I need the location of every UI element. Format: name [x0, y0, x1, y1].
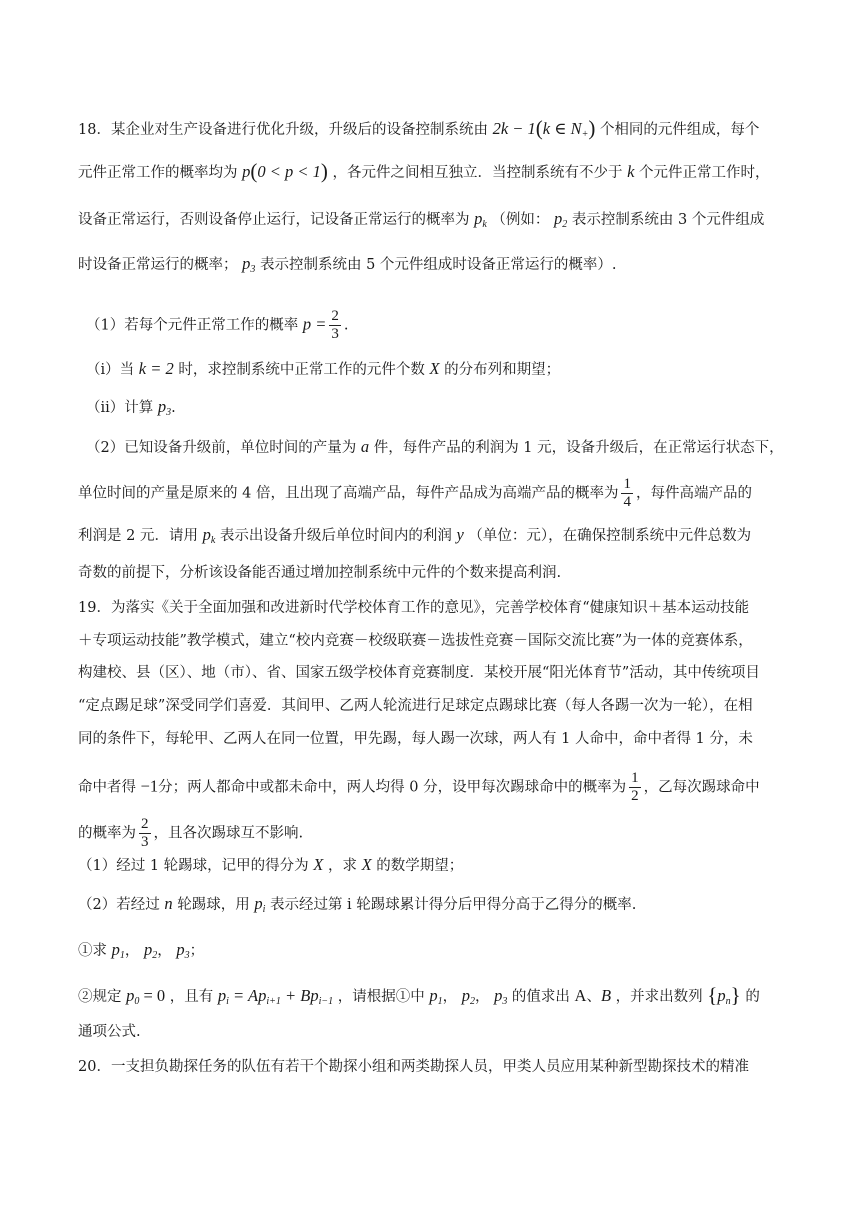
var-p1: [112, 940, 125, 959]
q18-text: 的分布列和期望；: [444, 362, 561, 378]
q18-text: 18．某企业对生产设备进行优化升级，升级后的设备控制系统由: [78, 122, 488, 138]
frac-2-3: [139, 816, 151, 851]
q18-text: .: [171, 400, 176, 416]
q19-part1: [78, 855, 463, 876]
q19-text: “定点踢足球”深受同学们喜爱．其间甲、乙两人轮流进行足球定点踢球比赛（每人各踢一次为一轮），在相: [78, 698, 753, 714]
sub: 2: [152, 950, 158, 961]
q18-text: 个相同的元件组成，每个: [599, 122, 760, 138]
q19-text: ，并求出数列: [615, 989, 703, 1005]
q18-text: ，每件高端产品的: [635, 485, 752, 502]
formula-2k-1: 2k − 1(k ∈ $N_+$): [492, 116, 596, 140]
q19-line-6: [78, 770, 760, 805]
num: 2: [331, 308, 339, 324]
var-p3: [494, 986, 507, 1005]
var-pk: [203, 525, 216, 544]
var-p1: [429, 986, 442, 1005]
sub: 3: [250, 264, 256, 275]
q18-line-3: [78, 209, 764, 235]
sub: i+1: [266, 996, 281, 1007]
q19-text: 表示经过第 i 轮踢球累计得分后甲得分高于乙得分的概率.: [269, 897, 637, 913]
q18-text: 个元件正常工作时，: [639, 165, 770, 181]
p: p: [254, 894, 263, 913]
q19-line-4: [78, 696, 753, 716]
sub: 1: [437, 996, 443, 1007]
var-p3: [176, 940, 189, 959]
q19-text: 19．为落实《关于全面加强和改进新时代学校体育工作的意见》，完善学校体育“健康知识＋基本运动技能: [78, 600, 750, 616]
q18-text: 表示出设备升级后单位时间内的利润: [219, 528, 452, 544]
q19-text: 轮踢球，用: [177, 897, 250, 913]
q19-text: 的概率为: [78, 825, 136, 842]
sub: 3: [166, 407, 172, 418]
sub: i: [226, 996, 229, 1007]
q18-text: （例如：: [491, 212, 550, 228]
q20-line-1: [78, 1057, 749, 1077]
q18-part1-i: [86, 359, 560, 380]
p: p: [157, 397, 167, 416]
q19-line-7: [78, 816, 303, 851]
frac-1-2: [629, 770, 641, 805]
q18-line-1: [78, 118, 759, 145]
comma: ，: [442, 989, 458, 1005]
den: 2: [631, 788, 639, 804]
minus-one: −1: [140, 776, 159, 796]
sub: n: [725, 996, 731, 1007]
q18-part2-l1: [86, 437, 784, 458]
p: p: [717, 986, 726, 1005]
sub: i: [262, 904, 266, 915]
num: 1: [631, 770, 639, 786]
q19-text: 命中者得: [78, 779, 136, 796]
q18-text: 表示控制系统由 5 个元件组成时设备正常运行的概率）.: [259, 257, 617, 273]
q18-part1: [86, 308, 348, 343]
seq-pn: $\{p_n\}$: [707, 983, 741, 1007]
q18-text: 单位时间的产量是原来的 4 倍，且出现了高端产品，每件产品成为高端产品的概率为: [78, 485, 619, 502]
q19-text: ①求: [78, 943, 107, 959]
p: p: [126, 986, 135, 1005]
q20-text: 20．一支担负勘探任务的队伍有若干个勘探小组和两类勘探人员，甲类人员应用某种新型勘探技术的精准: [78, 1059, 749, 1075]
q19-text: ，求: [327, 858, 357, 874]
p: p: [474, 209, 483, 228]
p: p: [429, 986, 438, 1005]
q18-text: 奇数的前提下，分析该设备能否通过增加控制系统中元件的个数来提高利润.: [78, 565, 562, 581]
p: p: [461, 986, 470, 1005]
var-a: a: [360, 437, 370, 456]
q19-text: ，乙每次踢球命中: [643, 779, 760, 796]
q18-part1-ii: [86, 397, 176, 423]
den: 4: [623, 494, 631, 510]
q19-text: 的值求出: [511, 989, 570, 1005]
q19-text: 通项公式.: [78, 1024, 141, 1040]
num: 2: [141, 816, 149, 832]
q18-line-4: [78, 254, 617, 280]
comma: ，: [124, 943, 140, 959]
q18-line-2: [78, 161, 770, 183]
q19-line-3: [78, 663, 760, 683]
eq: = 0: [143, 986, 166, 1005]
q19-text: ，请根据①中: [337, 989, 425, 1005]
var-p2: [144, 940, 157, 959]
q18-text: 设备正常运行，否则设备停止运行，记设备正常运行的概率为: [78, 212, 470, 228]
q19-line-1: [78, 598, 749, 618]
sub: 3: [502, 996, 508, 1007]
frac-2-3: [329, 308, 341, 343]
var-pk: [474, 209, 487, 228]
expr: 2k − 1: [492, 119, 536, 138]
expr-kin: k ∈ N: [542, 119, 582, 138]
q19-text: （1）经过 1 轮踢球，记甲的得分为: [78, 858, 309, 874]
dun: 、: [586, 989, 601, 1005]
var-X: X: [313, 855, 324, 874]
q19-part2-2-cont: [78, 1022, 141, 1042]
q18-part2-l2: [78, 476, 752, 511]
q18-part2-l4: [78, 563, 561, 583]
q18-text: （i）当: [86, 362, 135, 378]
recurrence: [218, 986, 333, 1005]
sub: k: [482, 219, 487, 230]
q18-text: 元件正常工作的概率均为: [78, 165, 238, 181]
range: 0 < p < 1: [257, 162, 321, 181]
comma: ，: [157, 943, 172, 959]
var-p3: [158, 397, 171, 416]
q19-text: 同的条件下，每轮甲、乙两人在同一位置，甲先踢，每人踢一次球，两人有 1 人命中，命中者得 1 分，未: [78, 731, 753, 747]
den: 3: [331, 326, 339, 342]
semicolon: ；: [189, 943, 205, 959]
q19-part2: [78, 894, 636, 920]
q18-part2-l3: [78, 525, 751, 551]
den: 3: [141, 834, 149, 850]
q19-part2-1: [78, 940, 204, 966]
q19-text: 分；两人都命中或都未命中，两人均得 0 分，设甲每次踢球命中的概率为: [158, 779, 627, 796]
var-k: k: [627, 162, 635, 181]
q18-text: 时设备正常运行的概率；: [78, 257, 238, 273]
p: p: [143, 940, 153, 959]
p: p: [554, 209, 563, 228]
p: p: [176, 940, 185, 959]
var-B: B: [600, 986, 612, 1005]
p: p: [242, 254, 251, 273]
q19-text: 构建校、县（区）、地（市）、省、国家五级学校体育竞赛制度．某校开展“阳光体育节”活动，其中传统项目: [78, 665, 760, 681]
q19-text: ②规定: [78, 989, 122, 1005]
sub-plus: +: [581, 129, 589, 140]
k-eq-2: k = 2: [138, 359, 174, 378]
var-X: X: [361, 855, 372, 874]
num: 1: [623, 476, 631, 492]
q18-text: （单位：元），在确保控制系统中元件总数为: [468, 528, 752, 544]
var-n: n: [164, 894, 173, 913]
var-A: A: [574, 986, 587, 1005]
var-p0: [126, 986, 165, 1005]
q18-text: 表示控制系统由 3 个元件组成: [571, 212, 765, 228]
var-p2: [554, 209, 567, 228]
q19-line-5: [78, 729, 753, 749]
q18-text: ，各元件之间相互独立．当控制系统有不少于: [332, 165, 623, 181]
q19-text: ，且有: [169, 989, 214, 1005]
q18-text: （1）若每个元件正常工作的概率: [86, 317, 299, 334]
p: p: [217, 986, 227, 1005]
sub: 3: [184, 950, 190, 961]
q18-text: .: [343, 317, 349, 334]
p: p: [111, 940, 120, 959]
var-pi: [254, 894, 265, 913]
eq: = Ap: [233, 986, 267, 1005]
sub: k: [210, 535, 216, 546]
q18-text: （2）已知设备升级前，单位时间的产量为: [86, 440, 357, 456]
var-p2: [462, 986, 475, 1005]
q18-text: 件，每件产品的利润为 1 元，设备升级后，在正常运行状态下，: [373, 440, 784, 456]
p: p: [242, 162, 251, 181]
q19-line-2: [78, 631, 753, 651]
q18-text: （ii）计算: [86, 400, 154, 416]
q19-text: （2）若经过: [78, 897, 160, 913]
comma: ，: [474, 989, 490, 1005]
sub: 0: [134, 996, 140, 1007]
formula-p-range: p(0 < p < 1): [242, 159, 328, 183]
sub: 2: [469, 996, 475, 1007]
var-X: X: [429, 359, 440, 378]
frac-1-4: [621, 476, 633, 511]
q18-text: 时，求控制系统中正常工作的元件个数: [178, 362, 425, 378]
p: p: [494, 986, 503, 1005]
p: p: [202, 525, 211, 544]
q19-text: 的数学期望；: [376, 858, 464, 874]
var-y: y: [456, 525, 464, 544]
q18-text: 利润是 2 元．请用: [78, 528, 198, 544]
sub: 1: [119, 950, 125, 961]
sub: 2: [562, 219, 568, 230]
p-eq: p =: [302, 314, 327, 334]
plus: + Bp: [285, 986, 319, 1005]
q19-text: 的: [745, 989, 760, 1005]
var-p3: [242, 254, 255, 273]
q19-text: ＋专项运动技能”教学模式，建立“校内竞赛－校级联赛－选拔性竞赛－国际交流比赛”为一体的竞赛体系，: [78, 633, 753, 649]
q19-text: ，且各次踢球互不影响.: [153, 825, 304, 842]
q19-part2-2: [78, 985, 760, 1012]
sub: i−1: [318, 996, 334, 1007]
